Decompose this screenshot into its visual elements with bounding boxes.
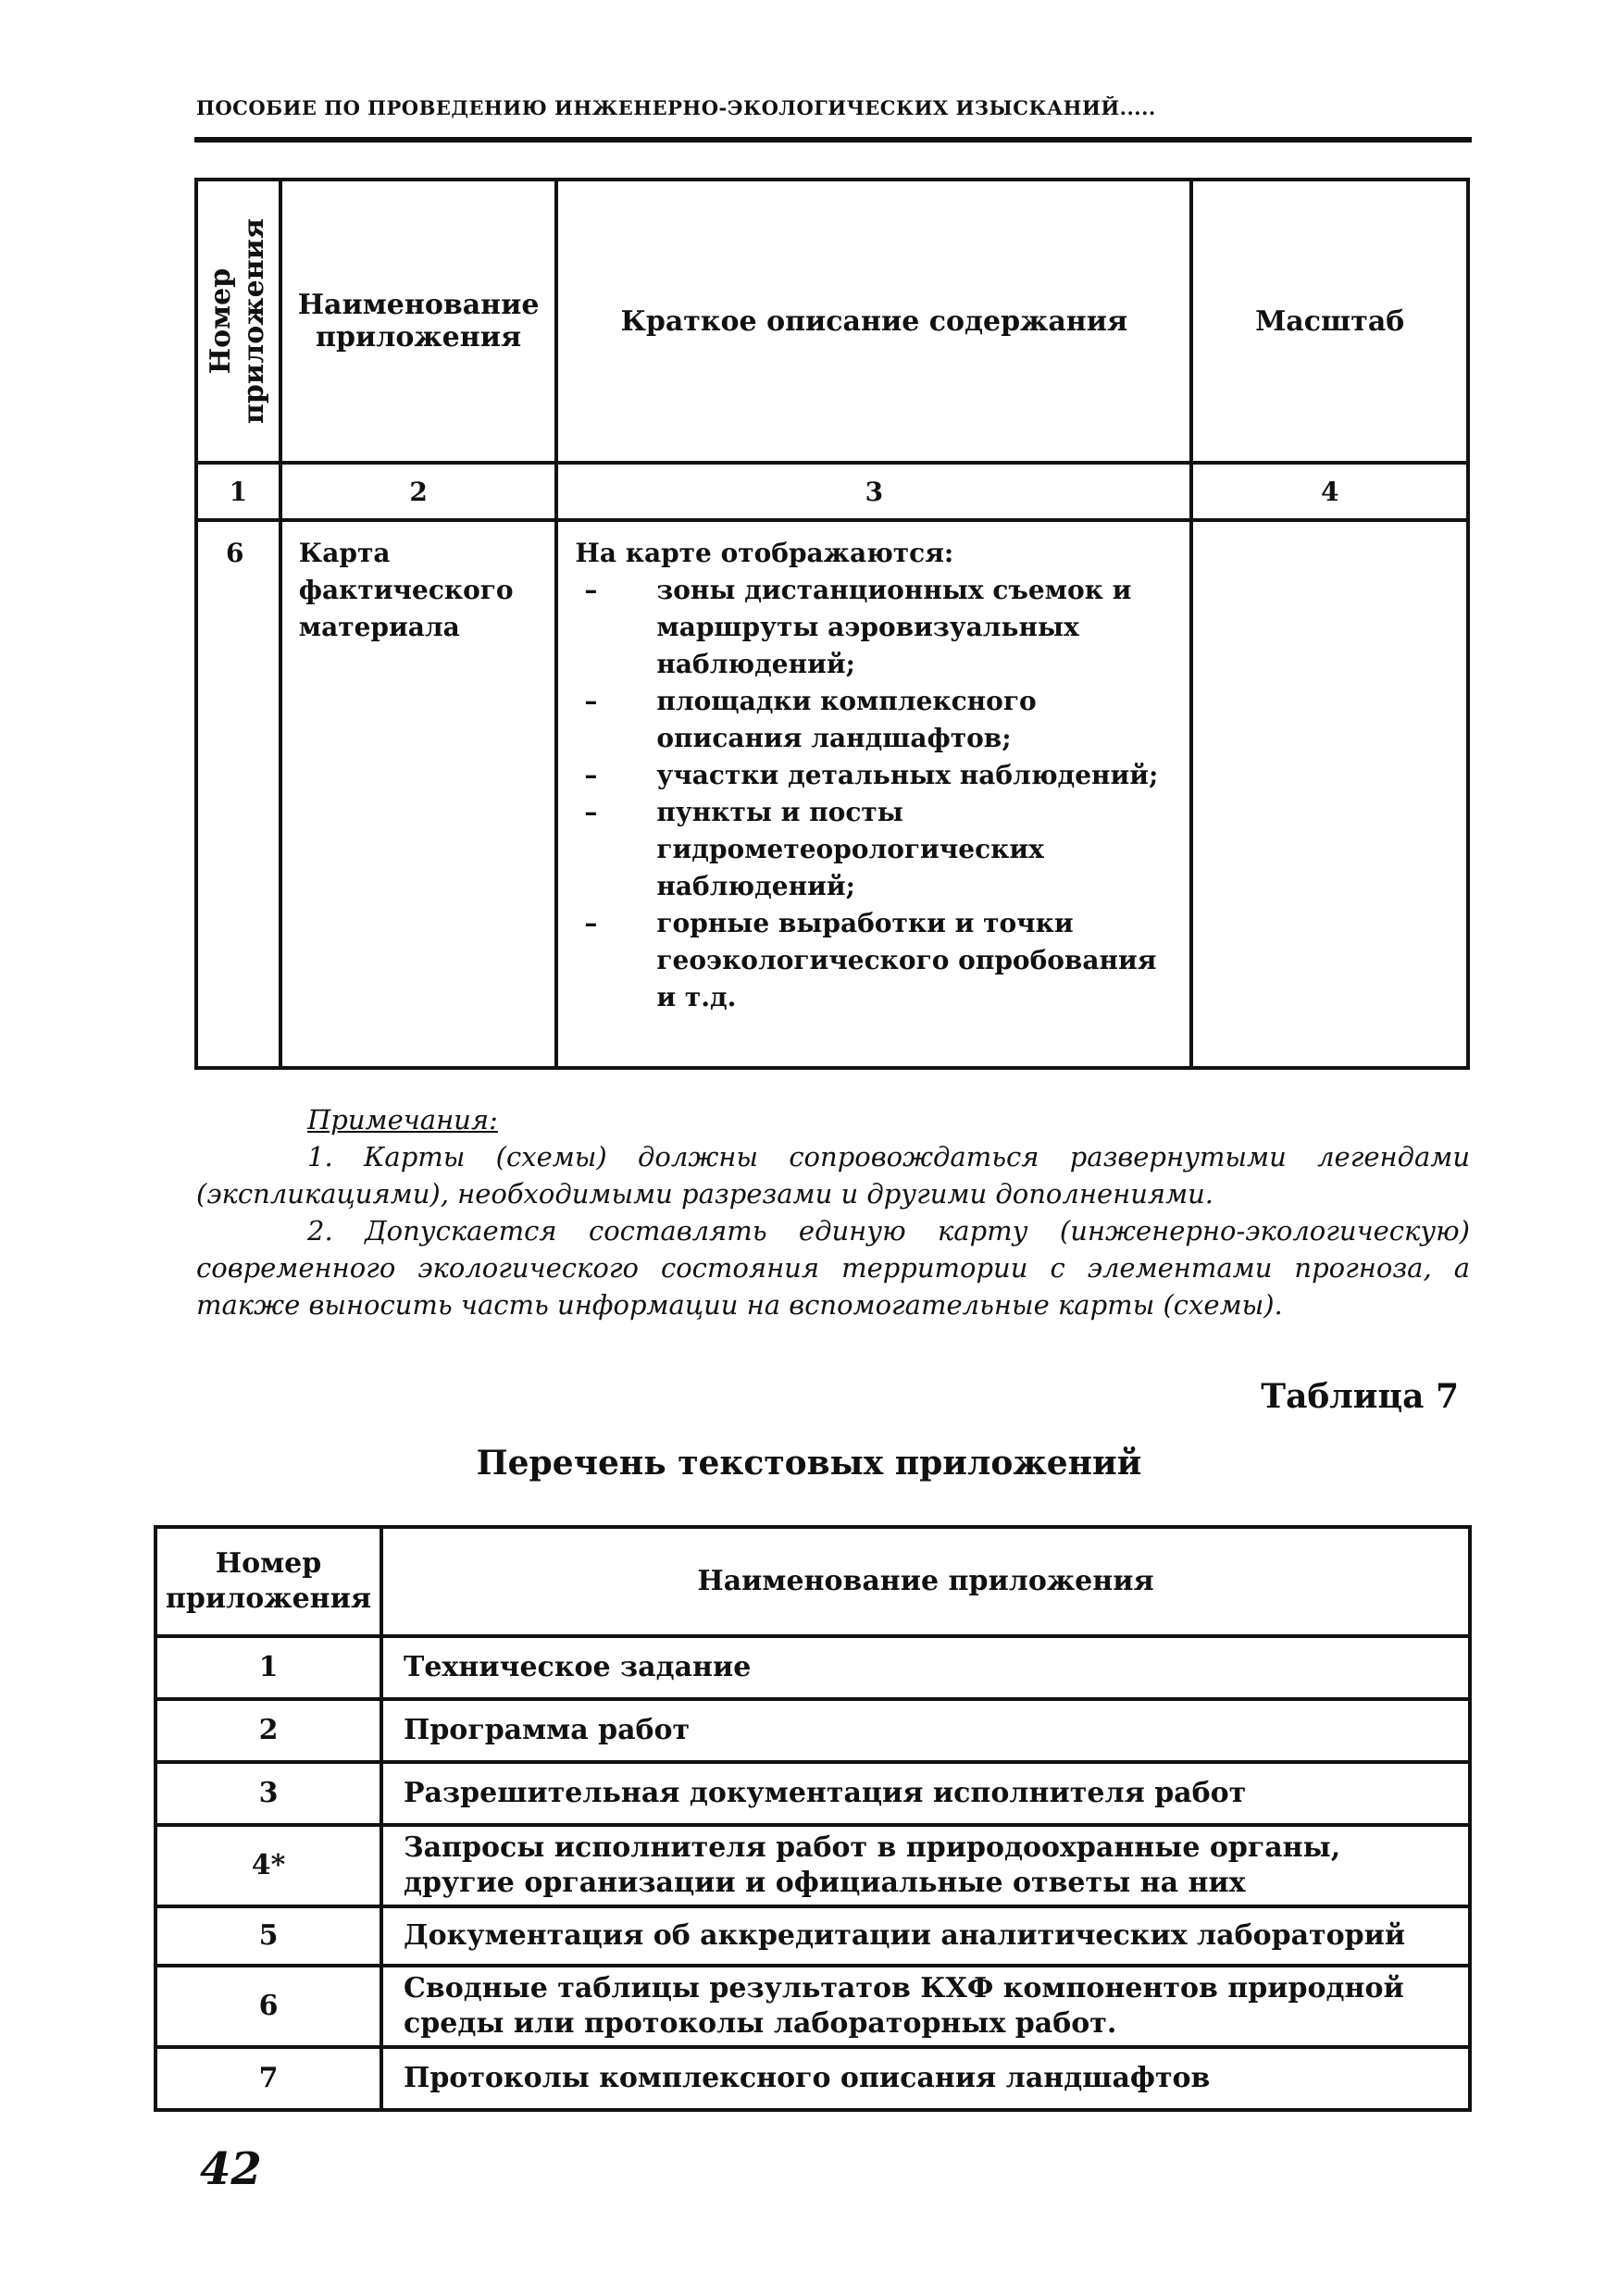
- table-row: [156, 1699, 1470, 1762]
- col-header-name: Наименование приложения: [280, 180, 557, 463]
- header-name: Наименование приложения: [381, 1527, 1470, 1636]
- row-number: 2: [156, 1699, 381, 1762]
- table-row: [156, 1966, 1470, 2047]
- header-rule: [194, 137, 1472, 143]
- bullet-item: – зоны дистанционных съемок и маршруты аэровизуальных наблюдений;: [584, 575, 1132, 679]
- table-row: [156, 1906, 1470, 1966]
- description-intro: На карте отображаются:: [575, 538, 954, 568]
- row-number: 5: [156, 1906, 381, 1966]
- applications-table-continued: [194, 178, 1470, 1070]
- col-header-number: Номер приложения: [196, 180, 280, 463]
- row-number: 3: [156, 1762, 381, 1825]
- page-number: 42: [200, 2143, 262, 2195]
- row-name: Сводные таблицы результатов КХФ компонентов природной среды или протоколы лабораторных работ.: [381, 1966, 1470, 2047]
- row-number: 1: [156, 1636, 381, 1699]
- row-name: Программа работ: [381, 1699, 1470, 1762]
- table-row: [156, 1636, 1470, 1699]
- table-row: [156, 1762, 1470, 1825]
- table-row: [156, 1825, 1470, 1906]
- col-number-4: 4: [1191, 463, 1468, 520]
- bullet-item: – площадки комплексного описания ландшафтов;: [584, 686, 1037, 753]
- col-number-1: 1: [196, 463, 280, 520]
- table-title: Перечень текстовых приложений: [476, 1444, 1142, 1483]
- header-number: Номер приложения: [156, 1527, 381, 1636]
- col-header-scale: Масштаб: [1191, 180, 1468, 463]
- note-item: 2. Допускается составлять единую карту (инженерно-экологическую) современного экологического состояния территории с элементами прогноза, а также выносить часть информации на вспомогательные карты (схемы).: [196, 1215, 1470, 1321]
- text-applications-table: [154, 1525, 1472, 2112]
- row-name: Техническое задание: [381, 1636, 1470, 1699]
- bullet-item: – участки детальных наблюдений;: [584, 760, 1159, 790]
- row-name: Запросы исполнителя работ в природоохранные органы, другие организации и официальные ответы на них: [381, 1825, 1470, 1906]
- bullet-item: – пункты и посты гидрометеорологических наблюдений;: [584, 797, 1044, 901]
- row-name: Карта фактического материала: [280, 520, 557, 1068]
- row-number: 6: [156, 1966, 381, 2047]
- row-number: 4*: [156, 1825, 381, 1906]
- col-header-description: Краткое описание содержания: [556, 180, 1191, 463]
- bullet-item: – горные выработки и точки геоэкологического опробования и т.д.: [584, 908, 1157, 1012]
- running-header: ПОСОБИЕ ПО ПРОВЕДЕНИЮ ИНЖЕНЕРНО-ЭКОЛОГИЧЕСКИХ ИЗЫСКАНИЙ.....: [196, 96, 1156, 119]
- table-row: [156, 2047, 1470, 2110]
- row-name: Разрешительная документация исполнителя работ: [381, 1762, 1470, 1825]
- description-bullets: [575, 572, 1173, 1016]
- row-description: [556, 520, 1191, 1068]
- row-number: 7: [156, 2047, 381, 2110]
- notes-title: Примечания:: [307, 1104, 498, 1136]
- notes: [196, 1101, 1470, 1323]
- row-scale: [1191, 520, 1468, 1068]
- col-number-2: 2: [280, 463, 557, 520]
- row-name: Протоколы комплексного описания ландшафтов: [381, 2047, 1470, 2110]
- table-label: Таблица 7: [1261, 1377, 1459, 1416]
- note-item: 1. Карты (схемы) должны сопровождаться развернутыми легендами (экспликациями), необходимыми разрезами и другими дополнениями.: [196, 1141, 1470, 1210]
- row-name: Документация об аккредитации аналитических лабораторий: [381, 1906, 1470, 1966]
- col-number-3: 3: [556, 463, 1191, 520]
- row-number: 6: [196, 520, 280, 1068]
